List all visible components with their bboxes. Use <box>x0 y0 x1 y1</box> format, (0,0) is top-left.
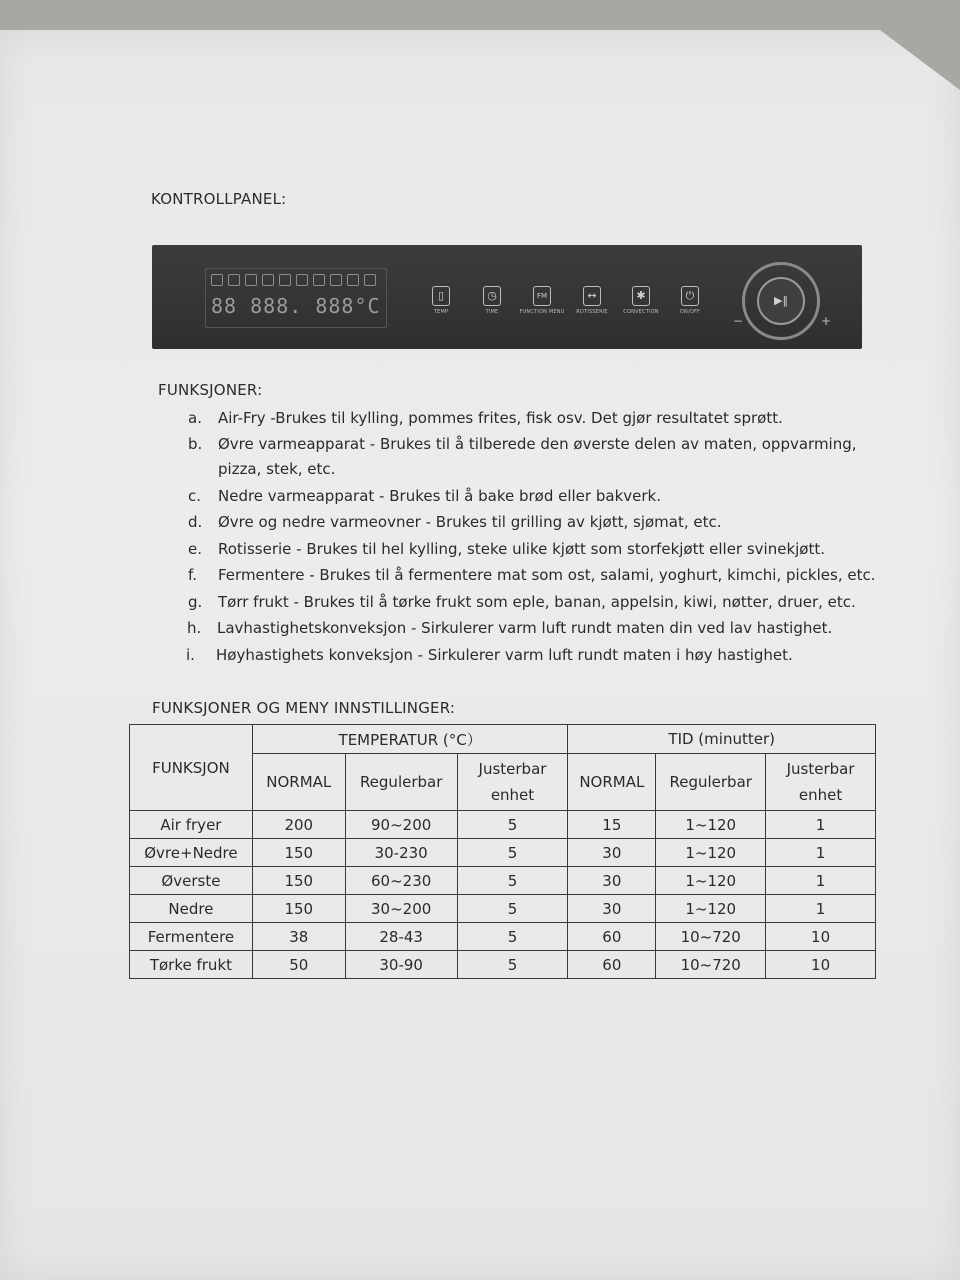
header-tid: TID (minutter) <box>568 725 876 754</box>
dial-minus-icon: − <box>733 314 744 328</box>
power-icon: ⏻ <box>681 286 699 306</box>
header-temperatur: TEMPERATUR (°C） <box>252 725 568 754</box>
convection-icon: ✱ <box>632 286 650 306</box>
header-regulerbar: Regulerbar <box>656 754 766 811</box>
table-row: Fermentere 38 28-43 5 60 10~720 10 <box>130 923 876 951</box>
header-justerbar: Justerbar enhet <box>457 754 568 811</box>
lcd-mode-icons <box>211 274 376 286</box>
function-menu-icon: FM <box>533 286 551 306</box>
panel-button-label: ON/OFF <box>679 309 701 315</box>
panel-button-label: ROTISSERIE <box>576 309 608 315</box>
table-row: Air fryer 200 90~200 5 15 1~120 1 <box>130 811 876 839</box>
dial-plus-icon: + <box>821 314 832 328</box>
table-row: Nedre 150 30~200 5 30 1~120 1 <box>130 895 876 923</box>
panel-button-power <box>660 286 720 315</box>
thermometer-icon: ▯ <box>432 286 450 306</box>
settings-table <box>129 724 876 979</box>
clock-icon: ◷ <box>483 286 501 306</box>
panel-button-label: TEMP <box>433 309 449 315</box>
rotisserie-icon: ↔ <box>583 286 601 306</box>
panel-button-label: CONVECTION <box>623 309 659 315</box>
start-pause-icon: ▶‖ <box>757 277 805 325</box>
header-funksjon: FUNKSJON <box>130 725 253 811</box>
table-row: Øvre+Nedre 150 30-230 5 30 1~120 1 <box>130 839 876 867</box>
lcd-digits: 88 888. 888°C <box>211 294 381 318</box>
heading-meny-innstillinger: FUNKSJONER OG MENY INNSTILLINGER: <box>152 699 456 717</box>
header-regulerbar: Regulerbar <box>345 754 457 811</box>
panel-button-label: FUNCTION MENU <box>519 309 565 315</box>
table-row: Tørke frukt 50 30-90 5 60 10~720 10 <box>130 951 876 979</box>
heading-kontrollpanel: KONTROLLPANEL: <box>151 190 287 208</box>
header-justerbar: Justerbar enhet <box>766 754 876 811</box>
heading-funksjoner: FUNKSJONER: <box>158 381 263 399</box>
header-normal: NORMAL <box>252 754 345 811</box>
panel-button-label: TIME <box>485 309 499 315</box>
header-normal: NORMAL <box>568 754 656 811</box>
table-row: Øverste 150 60~230 5 30 1~120 1 <box>130 867 876 895</box>
